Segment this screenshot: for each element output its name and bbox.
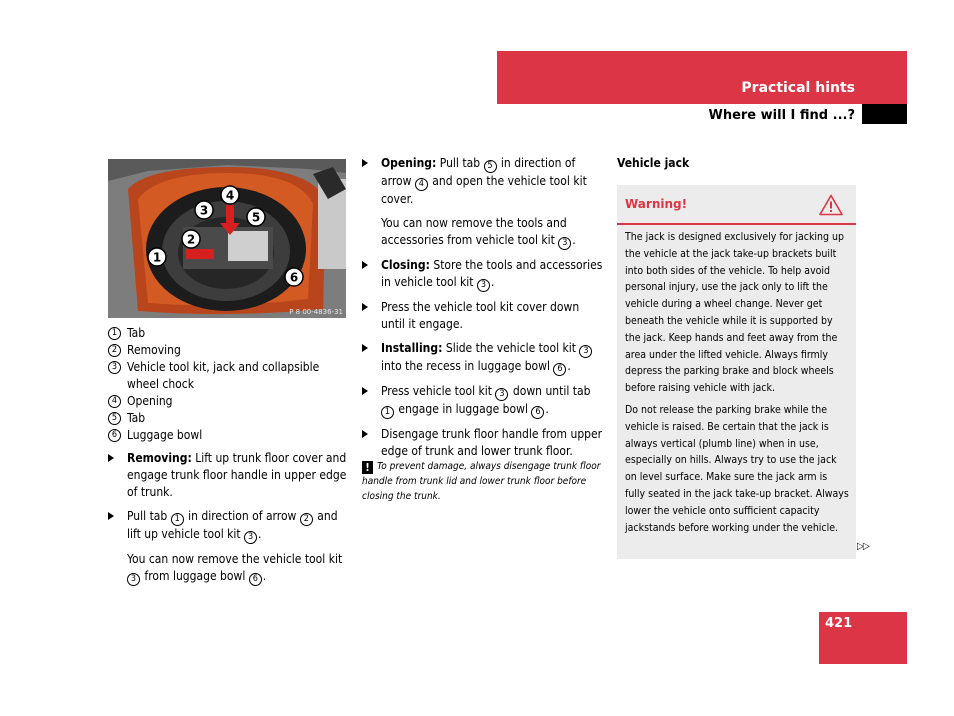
number-badge: 5 — [108, 412, 121, 425]
legend-item: 4 Opening — [108, 393, 348, 410]
number-badge: 6 — [108, 429, 121, 442]
page-number: 421 — [825, 616, 853, 631]
bullet-arrow-icon — [108, 454, 114, 462]
figure-legend — [108, 325, 348, 444]
legend-item: 3 Vehicle tool kit, jack and collapsible wheel chock — [108, 359, 348, 393]
svg-text:5: 5 — [251, 210, 261, 225]
svg-text:6: 6 — [289, 270, 299, 285]
callout-3 — [194, 200, 214, 220]
warning-paragraph: Do not release the parking brake while the vehicle is raised. Be certain that the jack is always vertical (plumb line) when in use, especially on hills. Always try to use the jack on level surface. Make sure the jack arm is fully seated in the jack take-up bracket. Always lower the vehicle onto sufficient capacity jackstands before working under the vehicle. — [625, 403, 849, 534]
svg-text:2: 2 — [186, 232, 196, 247]
legend-item: 2 Removing — [108, 342, 348, 359]
warning-paragraph: The jack is designed exclusively for jacking up the vehicle at the jack take-up brackets built into both sides of the vehicle. To help avoid personal injury, use the jack only to lift the vehicle during a wheel change. Never get beneath the vehicle while it is supported by the jack. Keep hands and feet away from the area under the lifted vehicle. Always firmly depress the parking brake and block wheels before raising vehicle with jack. — [625, 231, 845, 395]
section-title: Practical hints — [741, 80, 855, 96]
warning-text — [625, 229, 849, 541]
vehicle-jack-heading: Vehicle jack — [617, 156, 690, 170]
number-badge: 4 — [108, 395, 121, 408]
svg-text:4: 4 — [225, 188, 235, 203]
subsection-marker — [862, 104, 907, 124]
trunk-photo — [108, 159, 346, 318]
step-removing: Removing: Lift up trunk floor cover and engage trunk floor handle in upper edge of trunk. — [108, 450, 348, 501]
step-press-kit: Press vehicle tool kit 3 down until tab 1 engage in luggage bowl 6 . — [362, 383, 605, 419]
bullet-arrow-icon — [362, 261, 368, 269]
bullet-arrow-icon — [362, 303, 368, 311]
svg-text:3: 3 — [199, 203, 209, 218]
step-disengage: Disengage trunk floor handle from upper edge of trunk and lower trunk floor. — [362, 426, 605, 460]
svg-text:1: 1 — [152, 250, 162, 265]
bullet-arrow-icon — [362, 159, 368, 167]
instructions-column-2 — [362, 155, 605, 467]
exclamation-icon: ! — [362, 461, 373, 474]
bullet-arrow-icon — [108, 512, 114, 520]
callout-2 — [181, 229, 201, 249]
callout-5 — [246, 207, 266, 227]
continued-arrow-icon: ▷▷ — [857, 541, 869, 552]
subsection-title: Where will I find ...? — [708, 108, 855, 123]
trunk-illustration — [108, 159, 346, 318]
damage-notice: ! To prevent damage, always disengage trunk floor handle from trunk lid and lower trunk floor before closing the trunk. — [362, 461, 601, 502]
number-badge: 2 — [108, 344, 121, 357]
callout-1 — [147, 247, 167, 267]
legend-item: 1 Tab — [108, 325, 348, 342]
header-bar — [497, 51, 907, 104]
warning-label: Warning! — [625, 197, 688, 211]
step-opening: Opening: Pull tab 5 in direction of arrow 4 and open the vehicle tool kit cover. — [362, 155, 605, 208]
result-remove-tools: You can now remove the tools and accessories from vehicle tool kit 3 . — [381, 216, 576, 248]
callout-4 — [220, 185, 240, 205]
step-closing: Closing: Store the tools and accessories in vehicle tool kit 3 . — [362, 257, 605, 292]
instructions-column-1 — [108, 450, 348, 593]
step-pull-tab: Pull tab 1 in direction of arrow 2 and lift up vehicle tool kit 3 . — [108, 508, 348, 544]
callout-6 — [284, 267, 304, 287]
result-remove-kit: You can now remove the vehicle tool kit 3 from luggage bowl 6 . — [127, 552, 343, 584]
step-press-cover: Press the vehicle tool kit cover down until it engage. — [362, 299, 605, 333]
number-badge: 3 — [108, 361, 121, 374]
warning-triangle-icon — [819, 194, 843, 220]
number-badge: 1 — [108, 327, 121, 340]
legend-item: 5 Tab — [108, 410, 348, 427]
step-installing: Installing: Slide the vehicle tool kit 3 into the recess in luggage bowl 6 . — [362, 340, 605, 376]
bullet-arrow-icon — [362, 387, 368, 395]
legend-item: 6 Luggage bowl — [108, 427, 348, 444]
figure-code: P 8 00-4836-31 — [289, 308, 343, 316]
bullet-arrow-icon — [362, 430, 368, 438]
bullet-arrow-icon — [362, 344, 368, 352]
